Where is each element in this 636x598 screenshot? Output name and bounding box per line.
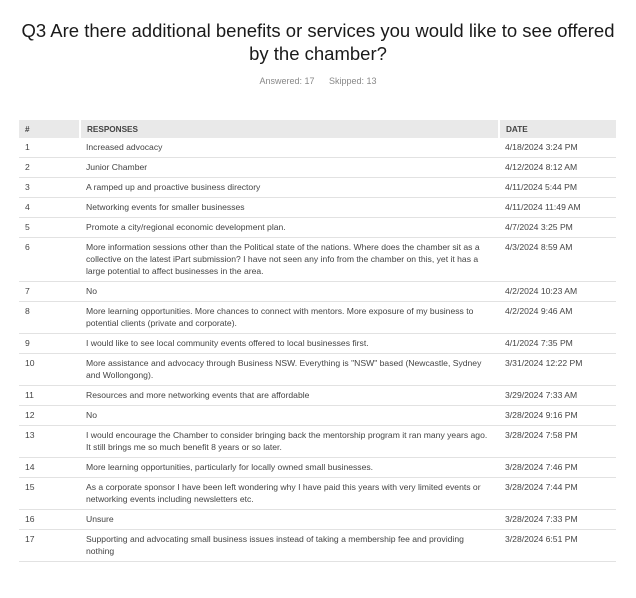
response-date: 4/2/2024 9:46 AM — [499, 302, 616, 334]
response-text: Junior Chamber — [80, 158, 499, 178]
row-number: 13 — [19, 426, 80, 458]
table-row — [19, 198, 616, 218]
row-number: 9 — [19, 334, 80, 354]
response-text: I would encourage the Chamber to consider bringing back the mentorship program it ran many years ago. It still brings me so much benefit 8 years or so later. — [80, 426, 499, 458]
table-row — [19, 334, 616, 354]
response-date: 3/31/2024 12:22 PM — [499, 354, 616, 386]
response-date: 3/28/2024 6:51 PM — [499, 530, 616, 562]
response-date: 4/18/2024 3:24 PM — [499, 138, 616, 158]
table-row — [19, 238, 616, 282]
table-row — [19, 386, 616, 406]
row-number: 16 — [19, 510, 80, 530]
table-row — [19, 178, 616, 198]
response-date: 4/12/2024 8:12 AM — [499, 158, 616, 178]
response-date: 4/1/2024 7:35 PM — [499, 334, 616, 354]
table-row — [19, 302, 616, 334]
column-header-responses: RESPONSES — [80, 120, 499, 138]
row-number: 5 — [19, 218, 80, 238]
row-number: 2 — [19, 158, 80, 178]
response-date: 3/28/2024 7:46 PM — [499, 458, 616, 478]
response-text: More learning opportunities. More chances to connect with mentors. More exposure of my business to potential clients (private and corporate). — [80, 302, 499, 334]
response-text: Supporting and advocating small business issues instead of taking a membership fee and providing nothing — [80, 530, 499, 562]
response-date: 3/29/2024 7:33 AM — [499, 386, 616, 406]
row-number: 6 — [19, 238, 80, 282]
response-stats — [0, 76, 636, 86]
response-text: A ramped up and proactive business directory — [80, 178, 499, 198]
table-row — [19, 458, 616, 478]
response-date: 4/3/2024 8:59 AM — [499, 238, 616, 282]
table-row — [19, 510, 616, 530]
skipped-count: Skipped: 13 — [329, 76, 377, 86]
response-text: Networking events for smaller businesses — [80, 198, 499, 218]
row-number: 12 — [19, 406, 80, 426]
response-text: Resources and more networking events that are affordable — [80, 386, 499, 406]
column-header-number: # — [19, 120, 80, 138]
row-number: 17 — [19, 530, 80, 562]
table-header-row — [19, 120, 616, 138]
response-date: 4/11/2024 11:49 AM — [499, 198, 616, 218]
row-number: 14 — [19, 458, 80, 478]
response-date: 3/28/2024 7:33 PM — [499, 510, 616, 530]
question-title: Q3 Are there additional benefits or services you would like to see offered by the chamber? — [21, 20, 615, 64]
response-date: 4/7/2024 3:25 PM — [499, 218, 616, 238]
response-text: I would like to see local community events offered to local businesses first. — [80, 334, 499, 354]
row-number: 10 — [19, 354, 80, 386]
response-text: No — [80, 282, 499, 302]
table-row — [19, 138, 616, 158]
response-date: 3/28/2024 7:58 PM — [499, 426, 616, 458]
response-text: As a corporate sponsor I have been left wondering why I have paid this years with very limited events or networking events including newsletters etc. — [80, 478, 499, 510]
response-date: 3/28/2024 9:16 PM — [499, 406, 616, 426]
response-text: No — [80, 406, 499, 426]
row-number: 11 — [19, 386, 80, 406]
response-text: Promote a city/regional economic development plan. — [80, 218, 499, 238]
response-date: 4/11/2024 5:44 PM — [499, 178, 616, 198]
table-row — [19, 282, 616, 302]
response-text: Increased advocacy — [80, 138, 499, 158]
table-row — [19, 426, 616, 458]
responses-table — [19, 120, 616, 562]
table-row — [19, 354, 616, 386]
table-row — [19, 530, 616, 562]
row-number: 7 — [19, 282, 80, 302]
table-row — [19, 406, 616, 426]
row-number: 3 — [19, 178, 80, 198]
row-number: 15 — [19, 478, 80, 510]
table-row — [19, 478, 616, 510]
response-text: Unsure — [80, 510, 499, 530]
answered-count: Answered: 17 — [259, 76, 315, 86]
response-text: More information sessions other than the Political state of the nations. Where does the chamber sit as a collective on the latest iPart submission? I have not seen any info from the chamber on this, yet it has a large potential to affect businesses in the area. — [80, 238, 499, 282]
response-date: 3/28/2024 7:44 PM — [499, 478, 616, 510]
response-text: More learning opportunities, particularly for locally owned small businesses. — [80, 458, 499, 478]
table-row — [19, 158, 616, 178]
row-number: 8 — [19, 302, 80, 334]
row-number: 1 — [19, 138, 80, 158]
response-date: 4/2/2024 10:23 AM — [499, 282, 616, 302]
column-header-date: DATE — [499, 120, 616, 138]
row-number: 4 — [19, 198, 80, 218]
table-row — [19, 218, 616, 238]
response-text: More assistance and advocacy through Business NSW. Everything is "NSW" based (Newcastle, Sydney and Wollongong). — [80, 354, 499, 386]
